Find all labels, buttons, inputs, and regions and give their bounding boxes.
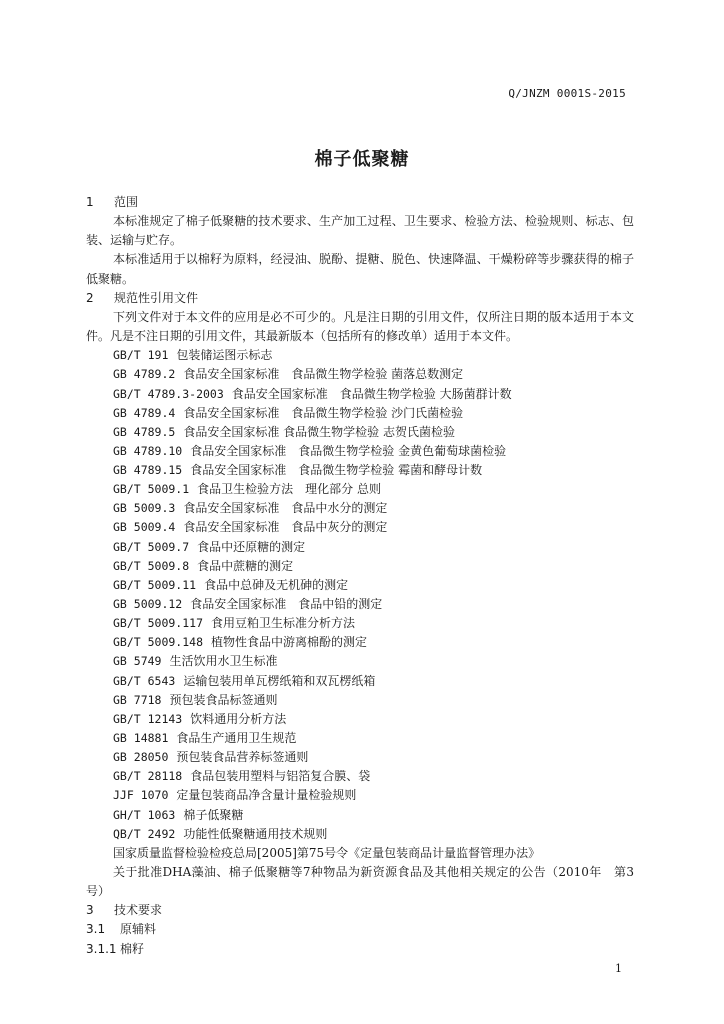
reference-code: GB 5749 bbox=[113, 654, 162, 669]
section-number: 3 bbox=[86, 903, 94, 918]
section-heading-normative-references bbox=[86, 289, 634, 308]
reference-item bbox=[86, 557, 634, 576]
section-title: 规范性引用文件 bbox=[114, 290, 199, 305]
reference-title: 食品卫生检验方法 理化部分 总则 bbox=[197, 482, 381, 497]
reference-code: GB 5009.3 bbox=[113, 501, 176, 516]
reference-code: GB/T 191 bbox=[113, 348, 169, 363]
document-title: 棉子低聚糖 bbox=[314, 149, 410, 170]
reference-code: GB/T 5009.11 bbox=[113, 577, 197, 592]
reference-item bbox=[86, 672, 634, 691]
reference-title: 食品生产通用卫生规范 bbox=[176, 731, 297, 746]
reference-title: 食品安全国家标准 食品微生物学检验 志贺氏菌检验 bbox=[183, 424, 455, 439]
reference-item bbox=[86, 691, 634, 710]
subsection-number: 3.1.1 bbox=[86, 941, 117, 956]
reference-title: 定量包装商品净含量计量检验规则 bbox=[176, 788, 357, 803]
reference-title: 食品安全国家标准 食品微生物学检验 菌落总数测定 bbox=[183, 367, 464, 382]
reference-code: GB/T 6543 bbox=[113, 673, 176, 688]
reference-title: 植物性食品中游离棉酚的测定 bbox=[211, 635, 368, 650]
reference-item bbox=[86, 576, 634, 595]
reference-code: GB/T 5009.1 bbox=[113, 482, 190, 497]
reference-item bbox=[86, 365, 634, 384]
reference-title: 预包装食品营养标签通则 bbox=[176, 750, 309, 765]
document-body bbox=[86, 193, 634, 959]
reference-title: 食品安全国家标准 食品微生物学检验 大肠菌群计数 bbox=[231, 386, 512, 401]
reference-item bbox=[86, 748, 634, 767]
reference-code: GB/T 28118 bbox=[113, 769, 183, 784]
scope-paragraph-2: 本标准适用于以棉籽为原料，经浸油、脱酚、提糖、脱色、快速降温、干燥粉碎等步骤获得的棉子低聚糖。 bbox=[86, 252, 634, 286]
reference-title: 食品安全国家标准 食品微生物学检验 金黄色葡萄球菌检验 bbox=[190, 443, 507, 458]
reference-code: GB 7718 bbox=[113, 692, 162, 707]
reference-code: GB 5009.12 bbox=[113, 597, 183, 612]
reference-code: GB/T 5009.7 bbox=[113, 539, 190, 554]
reference-item bbox=[86, 423, 634, 442]
reference-item bbox=[86, 404, 634, 423]
reference-code: GB 4789.15 bbox=[113, 463, 183, 478]
reference-title: 饮料通用分析方法 bbox=[190, 711, 287, 726]
subsection-title: 原辅料 bbox=[120, 922, 157, 937]
reference-item bbox=[86, 499, 634, 518]
reference-item bbox=[86, 786, 634, 805]
reference-title: 食用豆粕卫生标准分析方法 bbox=[211, 616, 356, 631]
reference-item bbox=[86, 729, 634, 748]
reference-title: 生活饮用水卫生标准 bbox=[169, 654, 278, 669]
reference-item bbox=[86, 595, 634, 614]
section-heading-technical-requirements bbox=[86, 901, 634, 920]
reference-item bbox=[86, 652, 634, 671]
reference-code: GB 28050 bbox=[113, 750, 169, 765]
reference-title: 食品中蔗糖的测定 bbox=[197, 558, 294, 573]
reference-item bbox=[86, 806, 634, 825]
scope-paragraph-1: 本标准规定了棉子低聚糖的技术要求、生产加工过程、卫生要求、检验方法、检验规则、标志、包装、运输与贮存。 bbox=[86, 214, 634, 248]
reference-item bbox=[86, 442, 634, 461]
reference-title: 食品安全国家标准 食品中灰分的测定 bbox=[183, 520, 388, 535]
reference-item bbox=[86, 346, 634, 365]
section-number: 2 bbox=[86, 290, 94, 305]
reference-code: GB 4789.4 bbox=[113, 405, 176, 420]
reference-item bbox=[86, 385, 634, 404]
reference-item bbox=[86, 518, 634, 537]
reference-notice: 关于批准DHA藻油、棉子低聚糖等7种物品为新资源食品及其他相关规定的公告（2010年 第3号） bbox=[86, 865, 634, 899]
reference-order: 国家质量监督检验检疫总局[2005]第75号令《定量包装商品计量监督管理办法》 bbox=[113, 845, 541, 860]
reference-code: GB/T 12143 bbox=[113, 711, 183, 726]
section-title: 技术要求 bbox=[114, 903, 163, 918]
subsection-heading-cottonseed bbox=[86, 940, 634, 959]
reference-title: 食品包装用塑料与铝箔复合膜、袋 bbox=[190, 769, 371, 784]
reference-title: 棉子低聚糖 bbox=[183, 807, 244, 822]
reference-code: GB 14881 bbox=[113, 731, 169, 746]
reference-item bbox=[86, 538, 634, 557]
reference-title: 食品安全国家标准 食品中铅的测定 bbox=[190, 597, 383, 612]
subsection-number: 3.1 bbox=[86, 922, 106, 937]
reference-title: 食品安全国家标准 食品微生物学检验 沙门氏菌检验 bbox=[183, 405, 464, 420]
references-intro-paragraph: 下列文件对于本文件的应用是必不可少的。凡是注日期的引用文件，仅所注日期的版本适用于本文件。凡是不注日期的引用文件，其最新版本（包括所有的修改单）适用于本文件。 bbox=[86, 309, 634, 344]
reference-item bbox=[86, 614, 634, 633]
document-code: Q/JNZM 0001S-2015 bbox=[508, 87, 626, 100]
reference-item bbox=[86, 461, 634, 480]
subsection-title: 棉籽 bbox=[120, 941, 145, 956]
reference-title: 食品中还原糖的测定 bbox=[197, 539, 306, 554]
section-number: 1 bbox=[86, 195, 94, 209]
reference-code: GB 4789.5 bbox=[113, 424, 176, 439]
reference-list bbox=[86, 346, 634, 844]
reference-title: 食品安全国家标准 食品微生物学检验 霉菌和酵母计数 bbox=[190, 463, 483, 478]
page-number: 1 bbox=[615, 962, 622, 975]
reference-code: GB/T 5009.148 bbox=[113, 635, 204, 650]
reference-item bbox=[86, 710, 634, 729]
subsection-heading-raw-materials bbox=[86, 920, 634, 939]
reference-item bbox=[86, 633, 634, 652]
reference-title: 预包装食品标签通则 bbox=[169, 692, 278, 707]
reference-item bbox=[86, 480, 634, 499]
section-title: 范围 bbox=[114, 195, 139, 209]
reference-title: 食品中总砷及无机砷的测定 bbox=[204, 577, 349, 592]
reference-title: 包装储运图示标志 bbox=[176, 348, 273, 363]
reference-code: GB 5009.4 bbox=[113, 520, 176, 535]
reference-code: GB/T 4789.3-2003 bbox=[113, 386, 224, 401]
reference-code: GH/T 1063 bbox=[113, 807, 176, 822]
reference-code: GB 4789.2 bbox=[113, 367, 176, 382]
reference-item bbox=[86, 825, 634, 844]
reference-code: QB/T 2492 bbox=[113, 826, 176, 841]
reference-title: 食品安全国家标准 食品中水分的测定 bbox=[183, 501, 388, 516]
reference-code: GB/T 5009.8 bbox=[113, 558, 190, 573]
reference-code: JJF 1070 bbox=[113, 788, 169, 803]
section-heading-scope bbox=[86, 193, 634, 212]
reference-code: GB/T 5009.117 bbox=[113, 616, 204, 631]
reference-title: 运输包装用单瓦楞纸箱和双瓦楞纸箱 bbox=[183, 673, 376, 688]
reference-code: GB 4789.10 bbox=[113, 443, 183, 458]
reference-item bbox=[86, 767, 634, 786]
reference-title: 功能性低聚糖通用技术规则 bbox=[183, 826, 328, 841]
